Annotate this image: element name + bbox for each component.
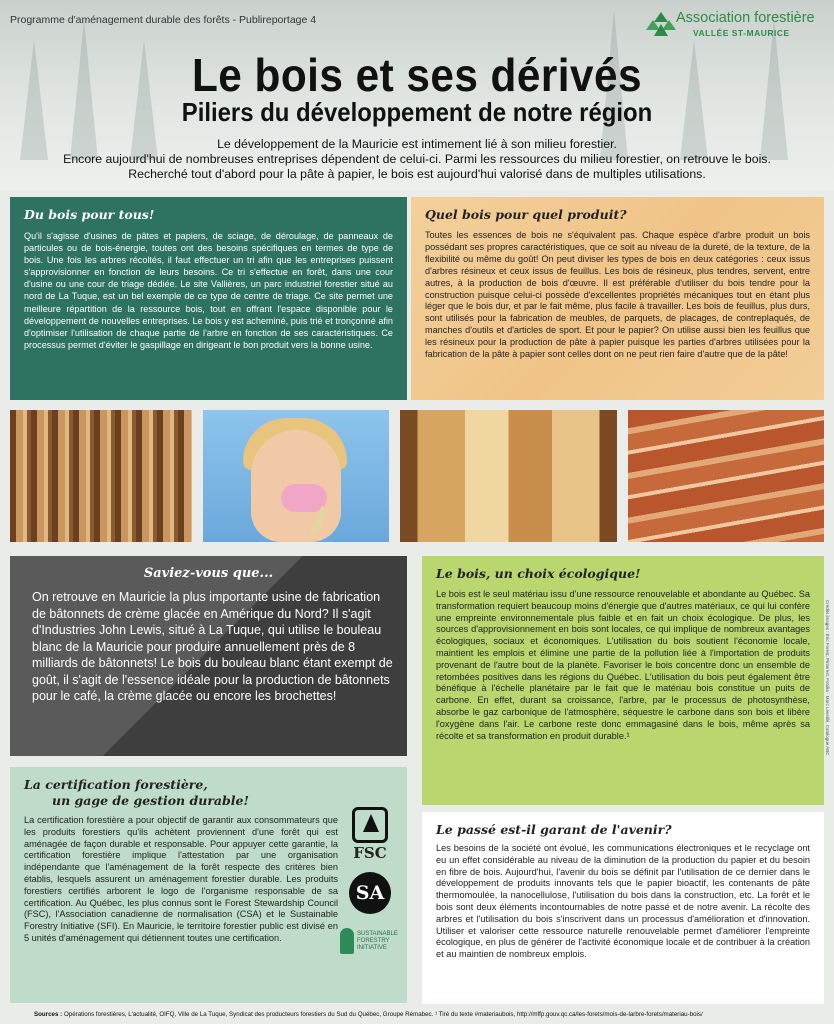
- intro-line: Le développement de la Mauricie est intimement lié à son milieu forestier.: [217, 137, 617, 151]
- section-title: La certification forestière,: [24, 777, 208, 792]
- section-text: Toutes les essences de bois ne s'équivalent pas. Chaque espèce d'arbre produit un bois possédant ses propres caractéristiques, que ce soit au niveau de la dureté, de la texture, de la flexibilité ou même du goût! On peut diviser les types de bois en deux catégories : ceux issus d'arbres résineux et ceux issus de feuillus. Les bois de résineux, plus tendres, servent, entre autres, à la production de bois d'œuvre. Il est préférable d'utiliser du bois tendre pour la construction puisque celui-ci possède d'excellentes propriétés mécaniques tout en étant plus léger que le bois dur, et par le fait même, plus facile à travailler. Les bois de feuillus, plus durs, sont utilisés pour la fabrication de meubles, de parquets, de placages, de contreplaqués, de manches d'outils et d'articles de sport. Et pour le papier? On utilise aussi bien les feuillus que les résineux pour la production de pâte à papier puisque les parties d'arbres utilisées pour la fabrication de la pâte à papier sont celles dont on ne peut rien faire d'autre que de la pâte!: [425, 230, 810, 360]
- section-quel-bois: [411, 197, 824, 400]
- intro-line: Encore aujourd'hui de nombreuses entreprises dépendent de celui-ci. Parmi les ressources du milieu forestier, on retrouve le bois.: [63, 152, 771, 166]
- section-title: Le bois, un choix écologique!: [436, 566, 641, 581]
- tree-logo-icon: [646, 10, 676, 40]
- sfi-leaf-icon: [340, 928, 354, 954]
- section-title: Du bois pour tous!: [24, 207, 155, 222]
- intro-line: Recherché tout d'abord pour la pâte à papier, le bois est aujourd'hui valorisé dans de multiples utilisations.: [128, 167, 706, 181]
- section-title-line2: un gage de gestion durable!: [52, 793, 249, 808]
- photo-wood-dowels: [10, 410, 192, 542]
- section-text: Le bois est le seul matériau issu d'une ressource renouvelable et abondante au Québec. Sa transformation requiert beaucoup moins d'énergie que d'autres matériaux, ce qui lui confère une empreinte environnementale plus faible et en fait un choix écologique. De plus, les sources d'approvisionnement en bois sont locales, ce qui implique de nombreux avantages écologiques, sociaux et économiques. L'utilisation du bois soutient l'économie locale, maintient les emplois et élimine une partie de la pollution liée à l'importation de produits provenant de l'autre bout de la planète. Favoriser le bois concentre donc un ensemble de retombées positives dans les régions du Québec. L'utilisation du bois peut également être bénéfique à l'échelle planétaire par le fait que le matériau bois constitue un puits de carbone. En effet, durant sa croissance, l'arbre, par le processus de photosynthèse, absorbe le gaz carbonique de l'atmosphère, séquestre le carbone dans son bois et libère l'oxygène dans l'air. Le carbone reste donc emmagasiné dans le bois, même après sa récolte et sa transformation en produit durable.¹: [436, 589, 810, 741]
- fsc-logo: FSC: [353, 844, 387, 862]
- sources-text: Opérations forestières, L'actualité, OIFQ, Ville de La Tuque, Syndicat des producteurs forestiers du Sud du Québec, Groupe Rémabec. ¹ Tiré du texte #materiaubois, http://mffp.gouv.qc.ca/les-forets/mois-de-larbre-forets/materiau-bois/: [63, 1011, 703, 1018]
- logo-name: Association forestière: [676, 10, 815, 26]
- section-saviez-vous-que: [10, 556, 407, 756]
- sfi-label: SUSTAINABLE FORESTRY INITIATIVE: [357, 930, 398, 951]
- section-title: Saviez-vous que...: [143, 566, 274, 581]
- page-subtitle: Piliers du développement de notre région: [181, 97, 653, 127]
- intro-paragraph: [30, 137, 804, 182]
- fsc-tree-icon: [352, 807, 388, 843]
- section-text: Les besoins de la société ont évolué, les communications électroniques et le recyclage ont eu un effet considérable au niveau de la diminution de la production du papier et du besoin en fibre de bois. Aujourd'hui, l'avenir du bois se définit par l'utilisation de ce dernier dans le développement de produits innovants tels que le papier bioactif, les contenants de pâte thermomoulée, la nanocellulose, l'utilisation du bois dans la construction, etc. La forêt et le bois sont deux éléments incontournables de notre passé et de notre avenir. La récolte des arbres et l'utilisation du bois s'inscrivent dans un processus d'amélioration et d'innovation. Utiliser et valoriser cette ressource naturelle renouvelable permet d'améliorer l'empreinte écologique, en plus de générer de l'activité économique locale et de contribuer à la création et au maintien de nombreux emplois.: [436, 843, 810, 960]
- sfi-logo: [340, 928, 400, 954]
- page-title: Le bois et ses dérivés: [191, 49, 642, 101]
- section-passe-avenir: [422, 812, 824, 1004]
- photo-wood-veneer-rolls: [628, 410, 824, 542]
- certification-logos: [340, 807, 400, 954]
- section-title: Quel bois pour quel produit?: [425, 207, 627, 222]
- section-choix-ecologique: [422, 556, 824, 805]
- association-logo[interactable]: [646, 8, 826, 44]
- photo-wood-building-interior: [400, 410, 617, 542]
- section-text: On retrouve en Mauricie la plus importante usine de fabrication de bâtonnets de crème glacée en Amérique du Nord? Il s'agit d'Industries John Lewis, situé à La Tuque, qui utilise le bouleau blanc de la Mauricie pour produire annuellement près de 8 milliards de bâtonnets! Le bois du bouleau blanc étant exempt de goût, il s'agit de l'essence idéale pour la production de bâtonnets pour le café, la crème glacée ou encore les brochettes!: [32, 590, 393, 703]
- image-credits: Crédits images : Éric Forest, Pinterest, Fotolia · Marc Léveillé, Catalogue ABC: [825, 600, 830, 756]
- csa-logo: SA: [349, 872, 391, 914]
- sources-label: Sources :: [34, 1011, 63, 1018]
- section-title: Le passé est-il garant de l'avenir?: [436, 822, 672, 837]
- section-bois-pour-tous: [10, 197, 407, 400]
- section-certification: [10, 767, 407, 1003]
- section-text: Qu'il s'agisse d'usines de pâtes et papiers, de sciage, de déroulage, de panneaux de particules ou de bois-énergie, toutes ont des besoins spécifiques en termes de type de bois. Une fois les arbres récoltés, il faut effectuer un tri afin que les entreprises puissent s'approvisionner en fonction de leurs besoins. Ce tri s'effectue en forêt, dans une cour d'usine ou une cour de triage dédiée. Le site Vallières, un parc industriel forestier situé au nord de La Tuque, est un bel exemple de ce type de centre de triage. Ce site permet une meilleure répartition de la ressource bois, tout en offrant l'espace disponible pour le développement de nouvelles entreprises. Le bois y est acheminé, puis trié et tronçonné afin d'optimiser l'utilisation de chaque partie de l'arbre en fonction de ses caractéristiques. Ce processus permet d'éviter le gaspillage en dirigeant le bon produit vers la bonne usine.: [24, 231, 393, 350]
- series-label: Programme d'aménagement durable des forêts - Publireportage 4: [10, 14, 317, 26]
- sources-footer: [34, 1011, 703, 1018]
- photo-child-ice-cream: [203, 410, 389, 542]
- logo-subtitle: VALLÉE ST-MAURICE: [693, 28, 790, 38]
- section-text: La certification forestière a pour objectif de garantir aux consommateurs que les produits forestiers qu'ils achètent proviennent d'une forêt qui est aménagée de façon durable et responsable. Pour appuyer cette garantie, la certification forestière implique l'attestation par une organisation indépendante que l'aménagement de la forêt respecte des critères bien établis, lesquels assurent un aménagement forestier durable. Les produits forestiers certifiés arborent le logo de l'organisme responsable de sa certification. Au Québec, les plus connus sont le Forest Stewardship Council (FSC), l'Association canadienne de normalisation (CSA) et le Sustainable Forestry Initiative (SFI). En Mauricie, le territoire forestier public est divisé en 5 unités d'aménagement qui détiennent toutes une certification.: [24, 815, 338, 943]
